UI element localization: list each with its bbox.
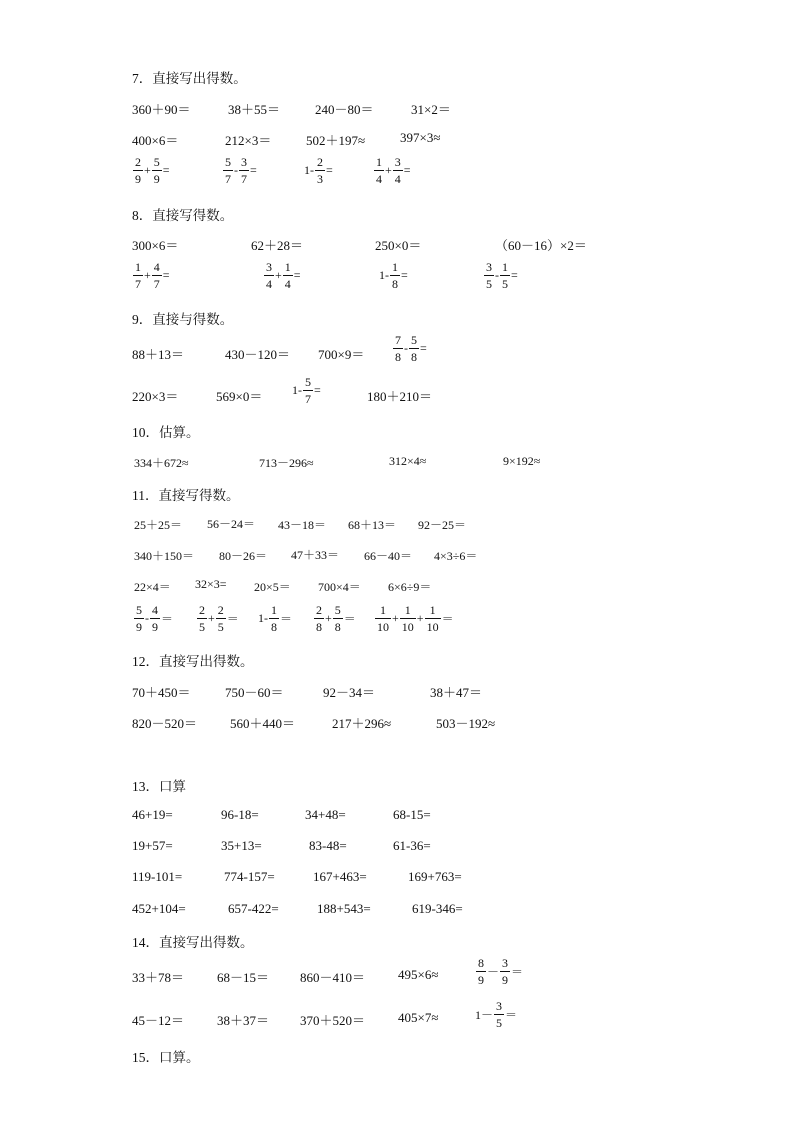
problem: 68＋13＝ bbox=[348, 518, 397, 532]
problem: 43－18＝ bbox=[278, 518, 327, 532]
fraction-problem: 1－ $\frac{3}{5}$ ＝ bbox=[475, 999, 518, 1030]
problem: 56－24＝ bbox=[207, 517, 256, 531]
problem: 45－12＝ bbox=[132, 1013, 185, 1028]
fraction-problem: $\frac{1}{4}$ + $\frac{3}{4}$ = bbox=[376, 155, 411, 186]
problem: 569×0＝ bbox=[216, 389, 263, 404]
problem: 503－192≈ bbox=[436, 716, 496, 731]
problem: 250×0＝ bbox=[375, 238, 422, 253]
fraction-problem: $\frac{2}{5}$ + $\frac{2}{5}$ ＝ bbox=[199, 603, 239, 634]
fraction-problem: $\frac{3}{4}$ + $\frac{1}{4}$ = bbox=[266, 260, 301, 291]
fraction-problem: $\frac{7}{8}$ - $\frac{5}{8}$ = bbox=[395, 333, 427, 364]
problem: 68-15= bbox=[393, 807, 431, 822]
section-10-title: 10．估算。 bbox=[132, 425, 200, 440]
fraction-problem: $\frac{5}{7}$ - $\frac{3}{7}$ = bbox=[225, 155, 257, 186]
problem: 713－296≈ bbox=[259, 456, 314, 470]
problem: 38＋37＝ bbox=[217, 1013, 270, 1028]
problem: 25＋25＝ bbox=[134, 518, 183, 532]
problem: 68－15＝ bbox=[217, 970, 270, 985]
fraction-problem: 1- $\frac{2}{3}$ = bbox=[304, 155, 333, 186]
problem: 774-157= bbox=[224, 869, 275, 884]
problem: 217＋296≈ bbox=[332, 716, 392, 731]
problem: 430－120＝ bbox=[225, 347, 291, 362]
problem: 312×4≈ bbox=[389, 454, 427, 468]
problem: 405×7≈ bbox=[398, 1010, 439, 1025]
problem: 35+13= bbox=[221, 838, 262, 853]
problem: 38＋55＝ bbox=[228, 102, 281, 117]
problem: 9×192≈ bbox=[503, 454, 541, 468]
problem: 452+104= bbox=[132, 901, 186, 916]
section-15-title: 15．口算。 bbox=[132, 1050, 200, 1065]
problem: 33＋78＝ bbox=[132, 970, 185, 985]
fraction-problem: 1- $\frac{1}{8}$ ＝ bbox=[258, 603, 293, 634]
problem: 820－520＝ bbox=[132, 716, 198, 731]
problem: 360＋90＝ bbox=[132, 102, 191, 117]
fraction-problem: $\frac{2}{9}$ + $\frac{5}{9}$ = bbox=[135, 155, 170, 186]
problem: 32×3= bbox=[195, 577, 227, 591]
section-11-title: 11．直接写得数。 bbox=[132, 488, 240, 503]
problem: 212×3＝ bbox=[225, 133, 272, 148]
problem: 167+463= bbox=[313, 869, 367, 884]
problem: 700×4＝ bbox=[318, 580, 361, 594]
section-13-title: 13．口算 bbox=[132, 779, 186, 794]
problem: 400×6＝ bbox=[132, 133, 179, 148]
section-12-title: 12．直接写出得数。 bbox=[132, 654, 254, 669]
problem: 61-36= bbox=[393, 838, 431, 853]
problem: 657-422= bbox=[228, 901, 279, 916]
fraction-problem: $\frac{1}{10}$ + $\frac{1}{10}$ + $\frac{1}{10}$ ＝ bbox=[377, 603, 454, 634]
section-14-title: 14．直接写出得数。 bbox=[132, 935, 254, 950]
problem: 31×2＝ bbox=[411, 102, 451, 117]
problem: 92－34＝ bbox=[323, 685, 376, 700]
problem: 70＋450＝ bbox=[132, 685, 191, 700]
problem: 860－410＝ bbox=[300, 970, 366, 985]
fraction-problem: $\frac{8}{9}$ － $\frac{3}{9}$ ＝ bbox=[478, 956, 524, 987]
fraction-problem: $\frac{1}{7}$ + $\frac{4}{7}$ = bbox=[135, 260, 170, 291]
problem: 169+763= bbox=[408, 869, 462, 884]
section-9-title: 9．直接与得数。 bbox=[132, 312, 234, 327]
problem: 83-48= bbox=[309, 838, 347, 853]
problem: 188+543= bbox=[317, 901, 371, 916]
problem: 38＋47＝ bbox=[430, 685, 483, 700]
section-8-title: 8．直接写得数。 bbox=[132, 208, 234, 223]
problem: 370＋520＝ bbox=[300, 1013, 366, 1028]
problem: 700×9＝ bbox=[318, 347, 365, 362]
problem: 119-101= bbox=[132, 869, 183, 884]
problem: （60－16）×2＝ bbox=[495, 238, 587, 253]
problem: 19+57= bbox=[132, 838, 173, 853]
problem: 88＋13＝ bbox=[132, 347, 185, 362]
problem: 502＋197≈ bbox=[306, 133, 366, 148]
problem: 47＋33＝ bbox=[291, 548, 340, 562]
problem: 340＋150＝ bbox=[134, 549, 195, 563]
problem: 4×3÷6＝ bbox=[434, 549, 478, 563]
fraction-problem: $\frac{3}{5}$ - $\frac{1}{5}$ = bbox=[486, 260, 518, 291]
fraction-problem: 1- $\frac{5}{7}$ = bbox=[292, 375, 321, 406]
fraction-problem: 1- $\frac{1}{8}$ = bbox=[379, 260, 408, 291]
section-7-title: 7．直接写出得数。 bbox=[132, 71, 247, 86]
problem: 560＋440＝ bbox=[230, 716, 296, 731]
problem: 397×3≈ bbox=[400, 130, 441, 145]
problem: 22×4＝ bbox=[134, 580, 171, 594]
problem: 334＋672≈ bbox=[134, 456, 189, 470]
fraction-problem: $\frac{5}{9}$ - $\frac{4}{9}$ ＝ bbox=[136, 603, 174, 634]
problem: 66－40＝ bbox=[364, 549, 413, 563]
problem: 220×3＝ bbox=[132, 389, 179, 404]
problem: 96-18= bbox=[221, 807, 259, 822]
problem: 240－80＝ bbox=[315, 102, 374, 117]
problem: 619-346= bbox=[412, 901, 463, 916]
problem: 180＋210＝ bbox=[367, 389, 433, 404]
problem: 62＋28＝ bbox=[251, 238, 304, 253]
problem: 92－25＝ bbox=[418, 518, 467, 532]
problem: 34+48= bbox=[305, 807, 346, 822]
problem: 80－26＝ bbox=[219, 549, 268, 563]
problem: 750－60＝ bbox=[225, 685, 284, 700]
problem: 495×6≈ bbox=[398, 967, 439, 982]
problem: 300×6＝ bbox=[132, 238, 179, 253]
fraction-problem: $\frac{2}{8}$ + $\frac{5}{8}$ ＝ bbox=[316, 603, 356, 634]
problem: 46+19= bbox=[132, 807, 173, 822]
problem: 20×5＝ bbox=[254, 580, 291, 594]
problem: 6×6÷9＝ bbox=[388, 580, 432, 594]
